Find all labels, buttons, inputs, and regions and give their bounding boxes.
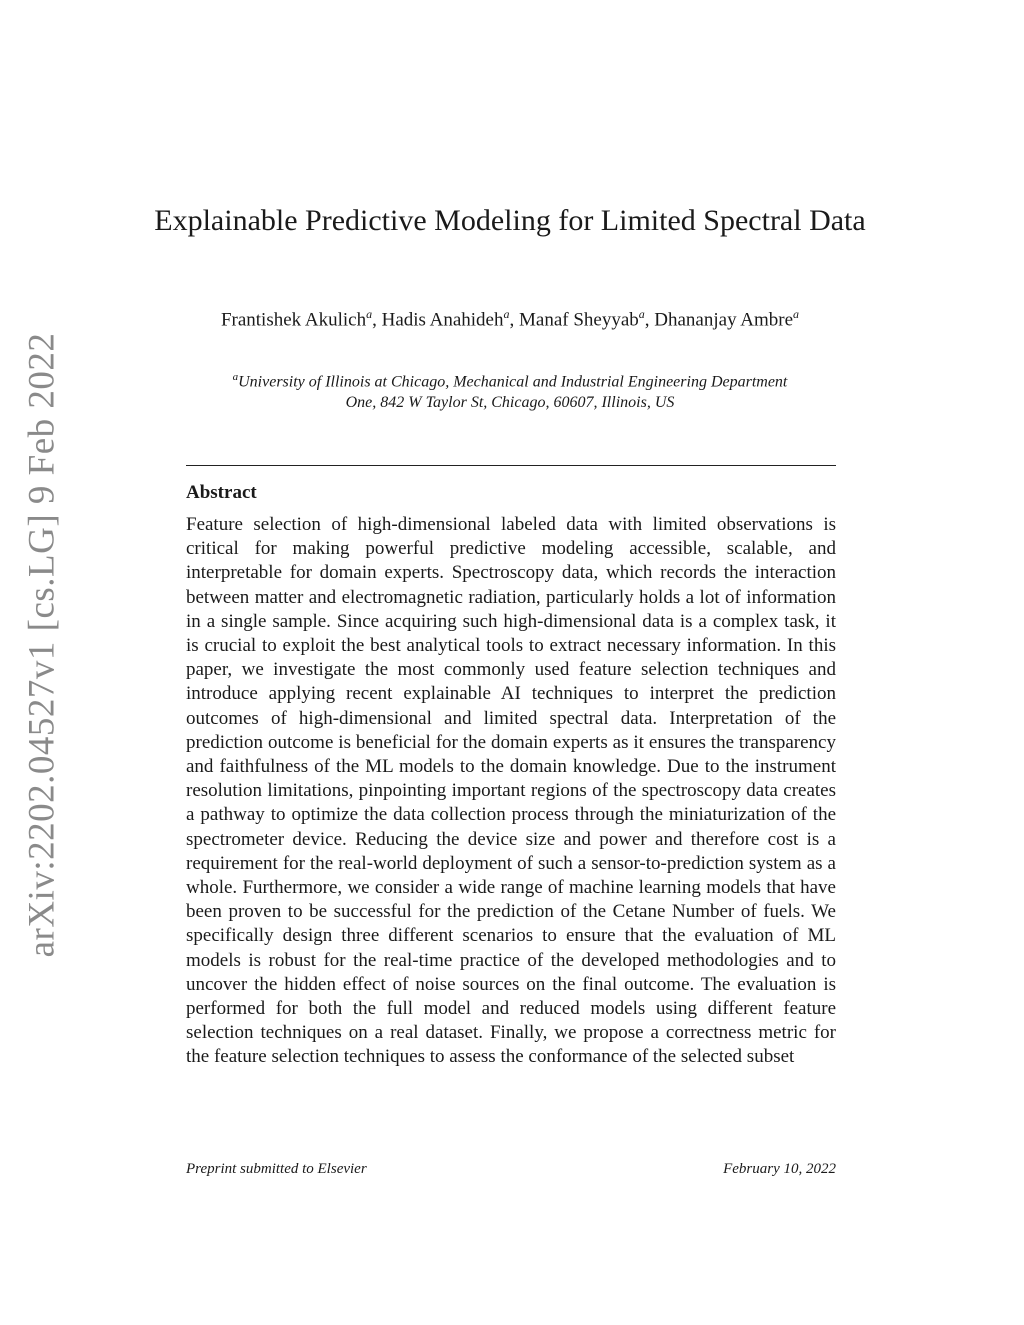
page-footer xyxy=(186,1161,836,1178)
footer-preprint-note: Preprint submitted to Elsevier xyxy=(186,1161,367,1177)
affiliation-mark: a xyxy=(366,307,373,321)
affiliation-mark: a xyxy=(638,307,645,321)
affiliation-mark: a xyxy=(793,307,800,321)
affiliation-mark: a xyxy=(232,371,239,383)
affiliation-institution: University of Illinois at Chicago, Mechanical and Industrial Engineering Department xyxy=(238,373,788,391)
affiliation-mark: a xyxy=(503,307,510,321)
arxiv-identifier-stamp: arXiv:2202.04527v1 [cs.LG] 9 Feb 2022 xyxy=(21,332,63,958)
paper-title: Explainable Predictive Modeling for Limited Spectral Data xyxy=(154,204,866,237)
author-name: Hadis Anahideh xyxy=(381,309,504,331)
affiliation-line-2: One, 842 W Taylor St, Chicago, 60607, Illinois, US xyxy=(345,394,675,412)
author-list: Frantishek Akulich$^a$, Hadis Anahideh$^a$, Manaf Sheyyab$^a$, Dhananjay Ambre$^a$ xyxy=(220,307,800,331)
abstract-heading: Abstract xyxy=(186,482,257,503)
affiliation xyxy=(175,367,845,413)
author-name: Manaf Sheyyab xyxy=(519,309,639,331)
abstract-divider xyxy=(186,465,836,466)
author-name: Frantishek Akulich xyxy=(220,309,367,331)
footer-date: February 10, 2022 xyxy=(723,1161,836,1177)
abstract-text: Feature selection of high-dimensional labeled data with limited observations is critical for making powerful predictive modeling accessible, scalable, and interpretable for domain experts. Spectroscopy data, which records the interaction between matter and electromagnetic radiation, particularly holds a lot of information in a single sample. Since acquiring such high-dimensional data is a complex task, it is crucial to exploit the best analytical tools to extract necessary information. In this paper, we investigate the most commonly used feature selection techniques and introduce applying recent explainable AI techniques to interpret the prediction outcomes of high-dimensional and limited spectral data. Interpretation of the prediction outcome is beneficial for the domain experts as it ensures the transparency and faithfulness of the ML models to the domain knowledge. Due to the instrument resolution limitations, pinpointing important regions of the spectroscopy data creates a pathway to optimize the data collection process through the miniaturization of the spectrometer device. Reducing the device size and power and therefore cost is a requirement for the real-world deployment of such a sensor-to-prediction system as a whole. Furthermore, we consider a wide range of machine learning models that have been proven to be successful for the prediction of the Cetane Number of fuels. We specifically design three different scenarios to ensure that the evaluation of ML models is robust for the real-time practice of the developed methodologies and to uncover the hidden effect of noise sources on the final outcome. The evaluation is performed for both the full model and reduced models using different feature selection techniques on a real dataset. Finally, we propose a correctness metric for the feature selection techniques to assess the conformance of the selected subset xyxy=(186,514,836,1068)
author-name: Dhananjay Ambre xyxy=(654,309,794,331)
affiliation-line-1 xyxy=(175,367,845,392)
